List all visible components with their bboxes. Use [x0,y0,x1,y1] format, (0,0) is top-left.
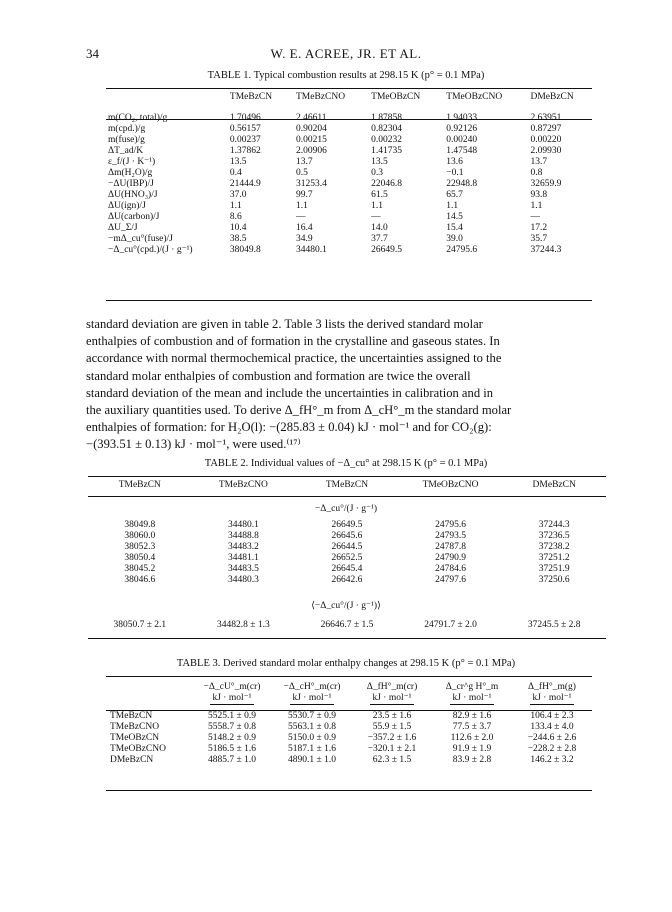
table1-cell: 0.4 [229,168,242,178]
table2-row [88,520,606,531]
table2-means [88,620,606,631]
table1-row [104,201,594,212]
table1-cell: 34480.1 [296,245,327,255]
table1-row-label: ε_f/(J · K⁻¹) [108,157,156,167]
paragraph-line: standard molar enthalpies of combustion and formation are twice the overall [86,368,471,383]
table1-header-rule [106,119,592,120]
table2-cell: 37250.6 [538,575,570,585]
table1-cell: 38.5 [229,234,247,244]
table3-cell: −357.2 ± 1.6 [367,733,417,743]
table2-cell: 38045.2 [124,564,156,574]
body-paragraph [86,316,606,454]
paragraph-line: standard deviation are given in table 2. Table 3 lists the derived standard molar [86,317,483,331]
table2-col-header: DMeBzCN [532,480,576,490]
table2-mean: 34482.8 ± 1.3 [217,620,270,630]
table2-row [88,531,606,542]
table3-cell: 5525.1 ± 0.9 [208,711,256,721]
table2-cell: 24790.9 [435,553,467,563]
table2-row [88,542,606,553]
table3-cell: 5187.1 ± 1.6 [288,744,336,754]
table1-cell: 99.7 [296,190,313,200]
table1-cell: 2.09930 [530,146,562,156]
table1-cell: 35.7 [530,234,548,244]
table1-row [104,103,594,124]
table3-unit: kJ · mol⁻¹ [452,693,492,703]
table1-cell: 0.8 [530,168,543,178]
table3-cell: 106.4 ± 2.3 [530,711,574,721]
table2-header-row [88,480,606,491]
paragraph-line: the auxiliary quantities used. To derive Δ_fH°_m from Δ_cH°_m the standard molar [86,403,512,418]
table2-cell: 26649.5 [331,520,363,530]
table1-row [104,234,594,245]
table3-cell: 77.5 ± 3.7 [452,722,492,732]
table1-cell: 61.5 [371,190,388,200]
table3-cell: −320.1 ± 2.1 [367,744,417,754]
table1-col-header: TMeOBzCNO [446,92,503,102]
table1-cell: 0.5 [296,168,308,178]
table1-col-header: TMeBzCNO [296,92,346,102]
table3-unit: kJ · mol⁻¹ [212,693,252,703]
table1-cell: 2.63951 [530,113,562,123]
table2-cell: 26652.5 [331,553,363,563]
table2-cell: 38060.0 [124,531,156,541]
table3-cell: 133.4 ± 4.0 [530,722,574,732]
table2-cell: 37238.2 [538,542,570,552]
table1-cell: 37.0 [229,190,247,200]
table2-cell: 34480.3 [227,575,259,585]
table2-mean: 37245.5 ± 2.8 [527,620,581,630]
table2-cell: 24795.6 [435,520,467,530]
table2-col-header: TMeBzCNO [218,480,268,490]
table3-row-label: TMeBzCNO [110,722,160,732]
table2-col-header: TMeOBzCNO [422,480,479,490]
table1-cell: 22046.8 [371,179,403,189]
table1-cell: 1.47548 [446,146,478,156]
table1-cell: 13.6 [446,157,463,167]
table1-cell: 0.87297 [530,124,562,134]
table1-cell: 2.00906 [296,146,327,156]
table1-cell: 93.8 [530,190,548,200]
table1-cell: 10.4 [229,223,247,233]
table3-cell: 146.2 ± 3.2 [530,755,574,765]
table3-cell: 91.9 ± 1.9 [452,744,492,754]
table2-cell: 26644.5 [331,542,363,552]
table2-header-rule [88,496,606,497]
table1-cell: 13.7 [296,157,313,167]
table1-row-label: Δm(H₂O)/g [108,168,153,178]
table2-caption: TABLE 2. Individual values of −Δ_cu° at 298.15 K (p° = 0.1 MPa) [204,458,488,469]
table3-row [106,733,592,744]
table1-row-label: −Δ_cu°(cpd.)/(J · g⁻¹) [108,245,193,255]
table1-cell: 21444.9 [229,179,261,189]
table1-cell: — [530,212,540,222]
table1-cell: 0.00240 [446,135,478,145]
table1-row-label: m(cpd.)/g [108,124,146,134]
table1-row [104,124,594,135]
table3-col-header: −Δ_cU°_m(cr) [203,682,261,692]
paragraph-line: enthalpies of combustion and of formation in the crystalline and gaseous states. In [86,334,500,349]
table1-cell: 0.00220 [530,135,562,145]
table2-mean: 38050.7 ± 2.1 [113,620,167,630]
table3-header-row [106,682,592,693]
table1-row [104,179,594,190]
table1-cell: 13.5 [229,157,247,167]
table3-row [106,722,592,733]
table3-cell: 4890.1 ± 1.0 [288,755,336,765]
table1-cell: 24795.6 [446,245,478,255]
table2-mean: 24791.7 ± 2.0 [424,620,477,630]
table1-cell: 22948.8 [446,179,478,189]
table1-cell: 0.00215 [296,135,327,145]
table2-cell: 37244.3 [538,520,570,530]
table2-cell: 37236.5 [538,531,570,541]
table1-cell: 16.4 [296,223,313,233]
table3-bottom-rule [106,790,592,791]
table3-cell: 5148.2 ± 0.9 [208,733,256,743]
table3-row [106,744,592,755]
table2-cell: 38052.3 [124,542,156,552]
table2-row [88,564,606,575]
table3-col-header: −Δ_cH°_m(cr) [283,682,341,692]
table3 [106,682,592,766]
table3-col-header: Δ_cr^g H°_m [445,682,499,692]
table3-cell: 4885.7 ± 1.0 [208,755,256,765]
table1-cell: 13.7 [530,157,548,167]
table3-cell: 5186.5 ± 1.6 [208,744,256,754]
table3-header-rule [106,710,592,711]
table1-row-label: ΔU(carbon)/J [108,212,160,222]
table2-cell: 34483.5 [227,564,259,574]
table1-col-header: TMeOBzCN [371,92,421,102]
table3-cell: −228.2 ± 2.8 [527,744,577,754]
table1-cell: 1.70496 [229,113,261,123]
table1-col-header: TMeBzCN [229,92,273,102]
table2-cell: 37251.2 [538,553,570,563]
paragraph-line: enthalpies of formation: for H₂O(l): −(285.83 ± 0.04) kJ · mol⁻¹ and for CO₂(g): [86,420,492,435]
table2-col-header: TMeBzCN [118,480,161,490]
table1-row-label: −ΔU(IBP)/J [108,179,154,189]
table1-cell: 14.5 [446,212,463,222]
table1-cell: 0.92126 [446,124,478,134]
table2-cell: 38050.4 [124,553,156,563]
table1-cell: −0.1 [446,168,464,178]
table1-cell: 37244.3 [530,245,562,255]
table3-cell: 62.3 ± 1.5 [372,755,412,765]
table2-col-header: TMeBzCN [325,480,369,490]
table1-row [104,135,594,146]
table1-row [104,157,594,168]
table3-cell: 112.6 ± 2.0 [450,733,494,743]
table2-cell: 37251.9 [538,564,570,574]
table2-mean-row [88,620,606,631]
table1-row-label: ΔT_ad/K [108,146,144,156]
table2 [88,480,606,491]
table3-unit-row [106,693,592,705]
table1-row [104,212,594,223]
table1-cell: 13.5 [371,157,388,167]
table1-bottom-rule [106,300,592,301]
table3-cell: 5563.1 ± 0.8 [288,722,336,732]
table3-row-label: DMeBzCN [110,755,154,765]
table2-cell: 34488.8 [227,531,259,541]
paragraph-line: accordance with normal thermochemical practice, the uncertainties assigned to the [86,351,502,366]
table2-mean: 26646.7 ± 1.5 [320,620,374,630]
table1-header-row [104,92,594,103]
table2-cell: 34480.1 [227,520,259,530]
table3-cell: 5530.7 ± 0.9 [288,711,336,721]
table1-col-header: DMeBzCN [530,92,574,102]
table1-cell: 32659.9 [530,179,562,189]
paragraph-line: standard deviation of the mean and include the uncertainties in calibration and in [86,385,494,400]
table1-row [104,146,594,157]
table1-cell: 39.0 [446,234,463,244]
table1-cell: 65.7 [446,190,463,200]
table1-cell: 0.56157 [229,124,261,134]
table1-row [104,245,594,256]
table1-cell: 0.00237 [229,135,261,145]
table1-cell: 37.7 [371,234,388,244]
table1-cell: 1.1 [229,201,242,211]
table3-cell: −244.6 ± 2.6 [527,733,577,743]
table2-values [88,520,606,586]
table1-cell: 1.1 [371,201,384,211]
table3-row-label: TMeOBzCNO [110,744,166,754]
table2-mean-header: ⟨−Δ_cu°/(J · g⁻¹)⟩ [311,601,381,611]
table3-cell: 83.9 ± 2.8 [452,755,492,765]
table1-caption: TABLE 1. Typical combustion results at 298.15 K (p° = 0.1 MPa) [207,70,485,81]
table1-cell: 0.3 [371,168,384,178]
table1-row-label: −mΔ_cu°(fuse)/J [108,234,173,244]
table3-top-rule [106,676,592,677]
table1-cell: 1.41735 [371,146,403,156]
table2-cell: 34483.2 [227,542,259,552]
paragraph-line: −(393.51 ± 0.13) kJ · mol⁻¹, were used.⁽¹⁷⁾ [86,437,301,452]
table3-row-label: TMeOBzCN [110,733,160,743]
table3-cell: 82.9 ± 1.6 [452,711,492,721]
table2-unit-header: −Δ_cu°/(J · g⁻¹) [314,504,378,514]
table1-cell: 1.1 [296,201,308,211]
table3-unit: kJ · mol⁻¹ [292,693,332,703]
table3-col-header: Δ_fH°_m(cr) [366,682,418,692]
table3-unit: kJ · mol⁻¹ [372,693,412,703]
table1-row [104,190,594,201]
table1-row-label: ΔU_Σ/J [108,223,138,233]
table3-unit: kJ · mol⁻¹ [532,693,572,703]
table2-cell: 38046.6 [124,575,156,585]
table2-cell: 26645.4 [331,564,363,574]
table1-row [104,168,594,179]
table1-cell: 1.94033 [446,113,478,123]
table2-cell: 38049.8 [124,520,156,530]
table2-cell: 24797.6 [435,575,467,585]
table1-top-rule [106,88,592,89]
table1-cell: 38049.8 [229,245,261,255]
table1-row [104,223,594,234]
table1-cell: 1.1 [446,201,459,211]
table1-cell: 15.4 [446,223,463,233]
table1-cell: 26649.5 [371,245,403,255]
table1-cell: 2.46611 [296,113,327,123]
table2-cell: 24787.8 [435,542,467,552]
table3-caption: TABLE 3. Derived standard molar enthalpy changes at 298.15 K (p° = 0.1 MPa) [176,658,516,669]
page-number: 34 [86,46,99,61]
table1-row-label: m(CO₂, total)/g [108,113,168,123]
table2-bottom-rule [88,638,606,639]
table1-cell: 1.37862 [229,146,261,156]
table3-cell: 55.9 ± 1.5 [372,722,412,732]
table1-row-label: ΔU(ign)/J [108,201,146,211]
table1-cell: 0.90204 [296,124,327,134]
table2-top-rule [88,476,606,477]
table2-row [88,575,606,586]
table1-cell: 1.1 [530,201,543,211]
table2-cell: 24793.5 [435,531,467,541]
table1-cell: 0.00232 [371,135,403,145]
table3-row [106,755,592,766]
table3-cell: 23.5 ± 1.6 [372,711,412,721]
table3-cell: 5558.7 ± 0.8 [208,722,256,732]
table1-row-label: ΔU(HNO₃)/J [108,190,158,200]
table2-cell: 26645.6 [331,531,363,541]
table1-cell: 17.2 [530,223,548,233]
table1-cell: 1.87858 [371,113,403,123]
table2-cell: 26642.6 [331,575,363,585]
table1-cell: 31253.4 [296,179,327,189]
table2-cell: 34481.1 [227,553,259,563]
table1-cell: 8.6 [229,212,242,222]
table3-row [106,705,592,722]
table3-col-header: Δ_fH°_m(g) [528,682,576,692]
table2-cell: 24784.6 [435,564,467,574]
table1-cell: 0.82304 [371,124,403,134]
table1-cell: — [296,212,306,222]
table1 [104,92,594,256]
table2-row [88,553,606,564]
table1-cell: 34.9 [296,234,313,244]
table3-row-label: TMeBzCN [110,711,153,721]
table1-cell: — [371,212,381,222]
table1-row-label: m(fuse)/g [108,135,145,145]
table3-cell: 5150.0 ± 0.9 [288,733,336,743]
table1-cell: 14.0 [371,223,388,233]
running-head-authors: W. E. ACREE, JR. ET AL. [270,46,422,61]
